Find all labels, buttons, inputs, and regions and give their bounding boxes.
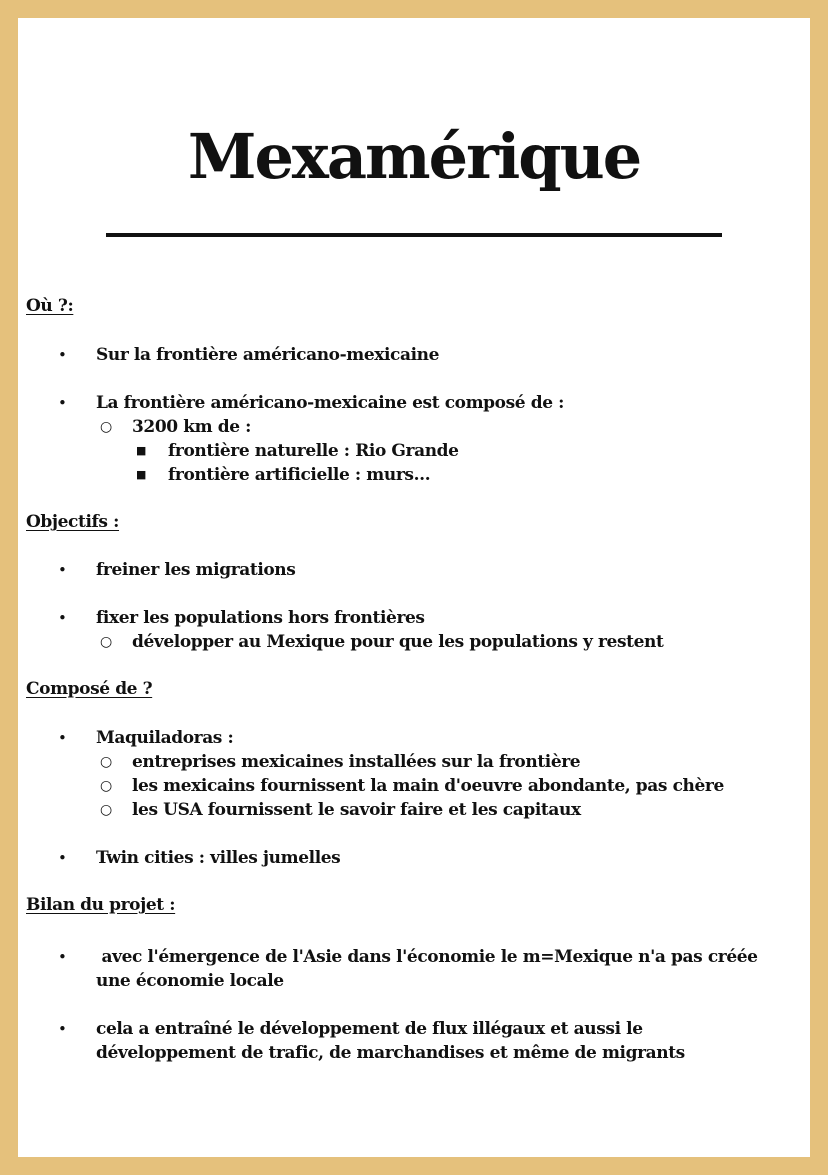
- circle-marker: ○: [100, 634, 113, 650]
- circle-marker: ○: [100, 419, 113, 435]
- section-heading-ou: Où ?:: [26, 296, 74, 316]
- bullet-marker: •: [58, 346, 67, 364]
- sub-sub-list-item: frontière artificielle : murs…: [168, 465, 431, 485]
- list-item: freiner les migrations: [96, 560, 296, 580]
- list-item: Sur la frontière américano-mexicaine: [96, 345, 440, 365]
- bullet-marker: •: [58, 609, 67, 627]
- bullet-marker: •: [58, 1020, 67, 1038]
- bullet-marker: •: [58, 849, 67, 867]
- list-item: La frontière américano-mexicaine est composé de :: [96, 393, 565, 413]
- bullet-marker: •: [58, 948, 67, 966]
- list-item: Twin cities : villes jumelles: [96, 848, 341, 868]
- circle-marker: ○: [100, 802, 113, 818]
- list-item-line: cela a entraîné le développement de flux illégaux et aussi le: [96, 1019, 643, 1039]
- list-item: fixer les populations hors frontières: [96, 608, 425, 628]
- sub-list-item: développer au Mexique pour que les populations y restent: [132, 632, 664, 652]
- sub-list-item: les USA fournissent le savoir faire et les capitaux: [132, 800, 581, 820]
- section-heading-bilan: Bilan du projet :: [26, 895, 176, 915]
- sub-list-item: 3200 km de :: [132, 417, 252, 437]
- title-underline-divider: [106, 233, 722, 237]
- circle-marker: ○: [100, 754, 113, 770]
- sub-sub-list-item: frontière naturelle : Rio Grande: [168, 441, 459, 461]
- square-marker: ■: [136, 468, 147, 481]
- list-item-line: développement de trafic, de marchandises et même de migrants: [96, 1043, 685, 1063]
- list-item-line: une économie locale: [96, 971, 284, 991]
- document-page: [18, 18, 810, 1157]
- bullet-marker: •: [58, 561, 67, 579]
- page-title: Mexamérique: [187, 120, 641, 193]
- section-heading-compose: Composé de ?: [26, 679, 153, 699]
- square-marker: ■: [136, 444, 147, 457]
- bullet-marker: •: [58, 394, 67, 412]
- section-heading-objectifs: Objectifs :: [26, 512, 120, 532]
- list-item: Maquiladoras :: [96, 728, 234, 748]
- sub-list-item: les mexicains fournissent la main d'oeuvre abondante, pas chère: [132, 776, 724, 796]
- circle-marker: ○: [100, 778, 113, 794]
- sub-list-item: entreprises mexicaines installées sur la frontière: [132, 752, 581, 772]
- list-item-line: avec l'émergence de l'Asie dans l'économie le m=Mexique n'a pas créée: [96, 947, 758, 967]
- bullet-marker: •: [58, 729, 67, 747]
